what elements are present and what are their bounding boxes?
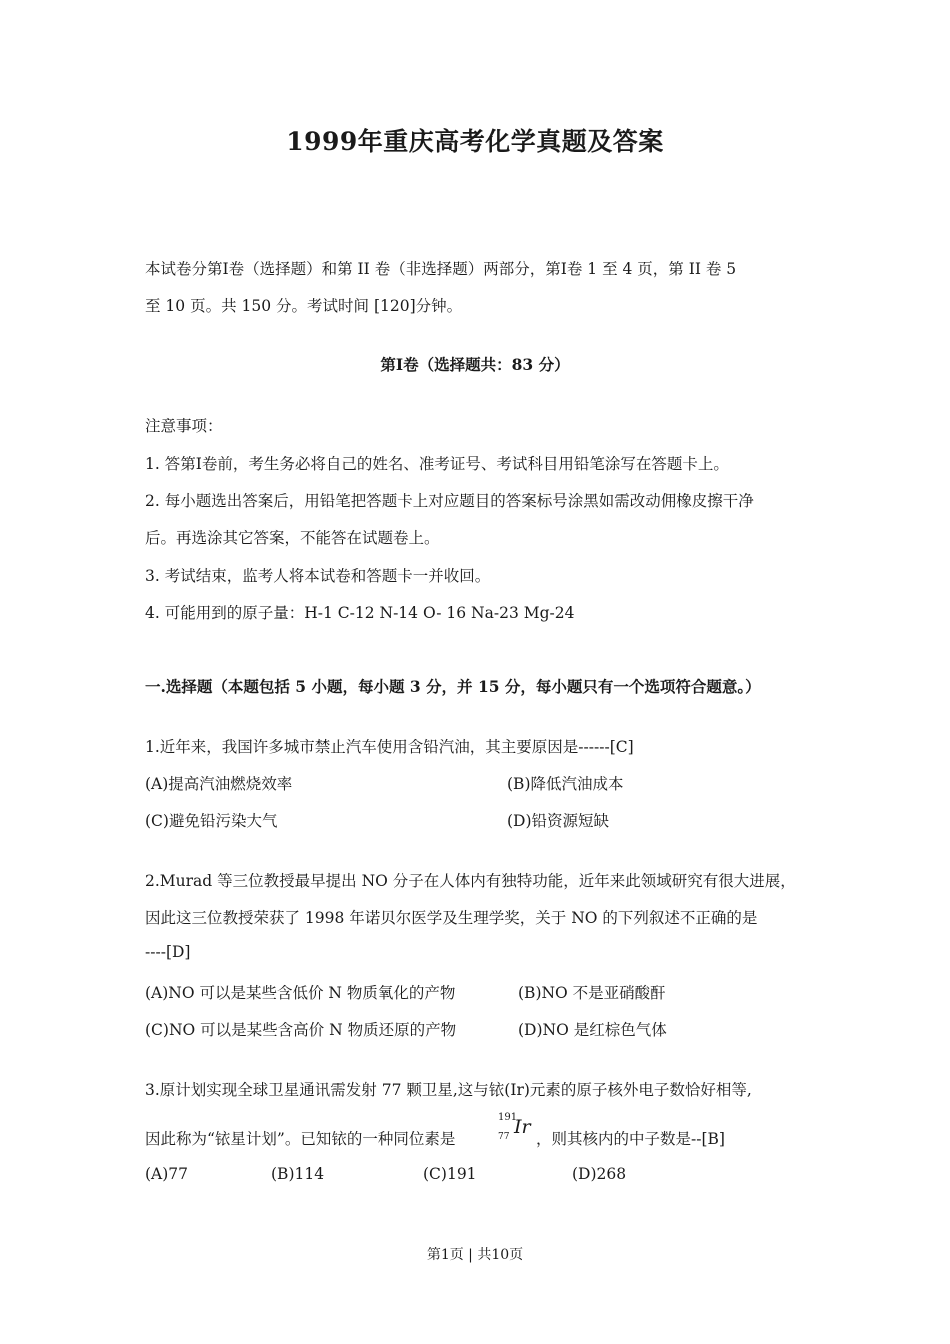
part1-heading: 一.选择题（本题包括 5 小题，每小题 3 分，并 15 分，每小题只有一个选项符合题意。） (145, 677, 761, 696)
page-title: 1999年重庆高考化学真题及答案 (286, 127, 664, 156)
q2-stem-line-3: ----[D] (145, 943, 191, 961)
q2-option-c: (C)NO 可以是某些含高价 N 物质还原的产物 (145, 1021, 457, 1039)
note-item-2-line-2: 后。再选涂其它答案，不能答在试题卷上。 (145, 529, 440, 547)
q1-stem: 1.近年来，我国许多城市禁止汽车使用含铅汽油，其主要原因是------[C] (145, 738, 634, 756)
q1-option-a: (A)提高汽油燃烧效率 (145, 775, 293, 793)
q3-stem-line-2b: ，则其核内的中子数是--[B] (536, 1130, 725, 1148)
intro-line-1: 本试卷分第Ⅰ卷（选择题）和第 II 卷（非选择题）两部分，第Ⅰ卷 1 至 4 页，第 II 卷 5 (145, 260, 737, 278)
q3-stem-line-1: 3.原计划实现全球卫星通讯需发射 77 颗卫星,这与铱(Ir)元素的原子核外电子数恰好相等, (145, 1081, 752, 1099)
note-item-1: 1. 答第Ⅰ卷前，考生务必将自己的姓名、准考证号、考试科目用铅笔涂写在答题卡上。 (145, 455, 729, 473)
q3-option-a: (A)77 (145, 1165, 189, 1183)
q3-stem-line-2a: 因此称为“铱星计划”。已知铱的一种同位素是 (145, 1130, 456, 1148)
section-title: 第Ⅰ卷（选择题共：83 分） (380, 355, 570, 374)
q2-stem-line-2: 因此这三位教授荣获了 1998 年诺贝尔医学及生理学奖，关于 NO 的下列叙述不正确的是 (145, 909, 758, 927)
isotope-symbol: Ir (514, 1116, 531, 1138)
q2-option-d: (D)NO 是红棕色气体 (518, 1021, 667, 1039)
q2-option-a: (A)NO 可以是某些含低价 N 物质氧化的产物 (145, 984, 456, 1002)
note-item-2-line-1: 2. 每小题选出答案后，用铅笔把答题卡上对应题目的答案标号涂黑如需改动佣橡皮擦干净 (145, 492, 754, 510)
notes-heading: 注意事项： (145, 417, 223, 435)
page-footer: 第1页 | 共10页 (426, 1247, 524, 1263)
q3-option-d: (D)268 (572, 1165, 627, 1183)
intro-line-2: 至 10 页。共 150 分。考试时间 [120]分钟。 (145, 297, 463, 315)
q2-stem-line-1: 2.Murad 等三位教授最早提出 NO 分子在人体内有独特功能，近年来此领域研究有很大进展， (145, 872, 796, 890)
note-item-4: 4. 可能用到的原子量：H-1 C-12 N-14 O- 16 Na-23 Mg-24 (145, 604, 575, 622)
isotope-mass-number: 191 (498, 1112, 518, 1123)
note-item-3: 3. 考试结束，监考人将本试卷和答题卡一并收回。 (145, 567, 491, 585)
iridium-isotope-notation (496, 1112, 536, 1152)
q3-option-b: (B)114 (271, 1165, 325, 1183)
q1-option-d: (D)铅资源短缺 (507, 812, 610, 830)
q1-option-c: (C)避免铅污染大气 (145, 812, 278, 830)
q2-option-b: (B)NO 不是亚硝酸酐 (518, 984, 666, 1002)
q1-option-b: (B)降低汽油成本 (507, 775, 624, 793)
isotope-atomic-number: 77 (498, 1132, 510, 1142)
q3-option-c: (C)191 (423, 1165, 477, 1183)
